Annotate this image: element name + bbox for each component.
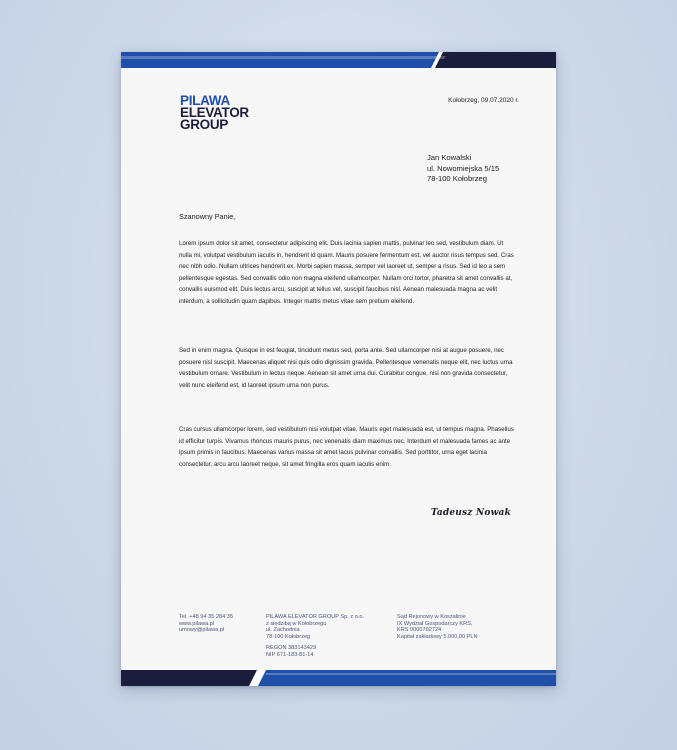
- signature: Tadeusz Nowak: [430, 508, 511, 518]
- logo-line-group: GROUP: [180, 117, 229, 132]
- footer-company-city: 78-100 Kołobrzeg: [266, 633, 311, 640]
- recipient-street: ul. Nowomiejska 5/15: [427, 163, 500, 173]
- logo-line-pilawa: PILAWA: [180, 93, 230, 108]
- footer-registry: [397, 614, 478, 640]
- footer-krs: KRS 0000792724: [397, 627, 442, 634]
- body-paragraph-1: Lorem ipsum dolor sit amet, consectetur adipiscing elit. Duis lacinia sapien mattis, pulvinar leo sed, vestibulum diam. Ut nulla mi, volutpat vestibulum iaculis in, hendrerit id quam. Mauris posuere fermentum est, vel auctor risus tempus sed. Cras nec nibh odio. Nullam ultrices hendrerit ex. Morbi sapien massa, semper vel laoreet ut, semper a risus. Sed id leo a sem pellentesque egestas. Sed convallis odio non magna eleifend ullamcorper. Nullam orci tortor, pharetra sit amet convallis at, convallis euismod elit. Duis lectus arcu, suscipit at tellus vel, suscipit faucibus nisl. Aenean malesuada magna ac velit interdum, a sollicitudin quam dapibus. Integer mattis metus vitae sem pretium eleifend.: [179, 240, 514, 305]
- footer-company: [266, 614, 364, 659]
- footer-phone: Tel. +48 94 35 284 35: [179, 614, 233, 620]
- footer-company-name: PILAWA ELEVATOR GROUP Sp. z o.o.: [266, 614, 365, 620]
- bottom-decorative-band: [121, 670, 556, 686]
- footer-contact: [179, 614, 233, 634]
- footer-website: www.pilawa.pl: [179, 620, 215, 627]
- company-logo: [180, 95, 249, 131]
- letterhead-page: [121, 52, 556, 686]
- footer-court: Sąd Rejonowy w Koszalinie: [397, 614, 466, 620]
- recipient-name: Jan Kowalski: [427, 153, 472, 162]
- footer-capital: Kapitał zakładowy 5.000,00 PLN: [397, 633, 478, 640]
- recipient-city: 78-100 Kołobrzeg: [427, 174, 487, 183]
- footer-nip: NIP 671-183-81-14: [266, 651, 314, 658]
- logo-line-elevator: ELEVATOR: [180, 105, 249, 120]
- body-paragraph-3: Cras cursus ullamcorper lorem, sed vestibulum nisi volutpat vitae. Mauris eget malesuada est, ut tempus magna. Phasellus id efficitur turpis. Vivamus rhoncus mauris purus, nec venenatis diam maximus nec. Interdum et malesuada fames ac ante ipsum primis in faucibus. Maecenas varius massa sit amet lacus pulvinar convallis. Sed porttitor, urna eget lacinia consectetur, arcu arcu laoreet neque, sit amet fringilla eros quam iaculis enim.: [179, 426, 514, 468]
- recipient-address: [427, 153, 499, 185]
- body-paragraph-2: Sed in enim magna. Quisque in est feugiat, tincidunt metus sed, porta ante. Sed ullamcorper nisi at augue posuere, nec posuere nisl suscipit. Maecenas aliquet nisi quis odio dignissim gravida. Pellentesque venenatis neque elit, nec luctus urna vestibulum ornare. Vestibulum in lectus neque. Aenean sit amet urna dui. Curabitur congue, nisi non gravida consectetur, velit nunc eleifend est, id laoreet ipsum urna non purus.: [179, 347, 513, 389]
- footer-company-street: ul. Zachodnia: [266, 627, 300, 634]
- top-decorative-band: [121, 52, 556, 68]
- footer-department: IX Wydział Gospodarczy KRS,: [397, 620, 473, 627]
- footer-email: umowy@pilawa.pl: [179, 627, 225, 634]
- footer-regon: REGON 383143429: [266, 645, 317, 652]
- footer-company-seat: z siedzibą w Kołobrzegu: [266, 620, 327, 627]
- greeting: Szanowny Panie,: [179, 212, 236, 221]
- letter-date: Kołobrzeg, 09.07.2020 r.: [448, 97, 519, 104]
